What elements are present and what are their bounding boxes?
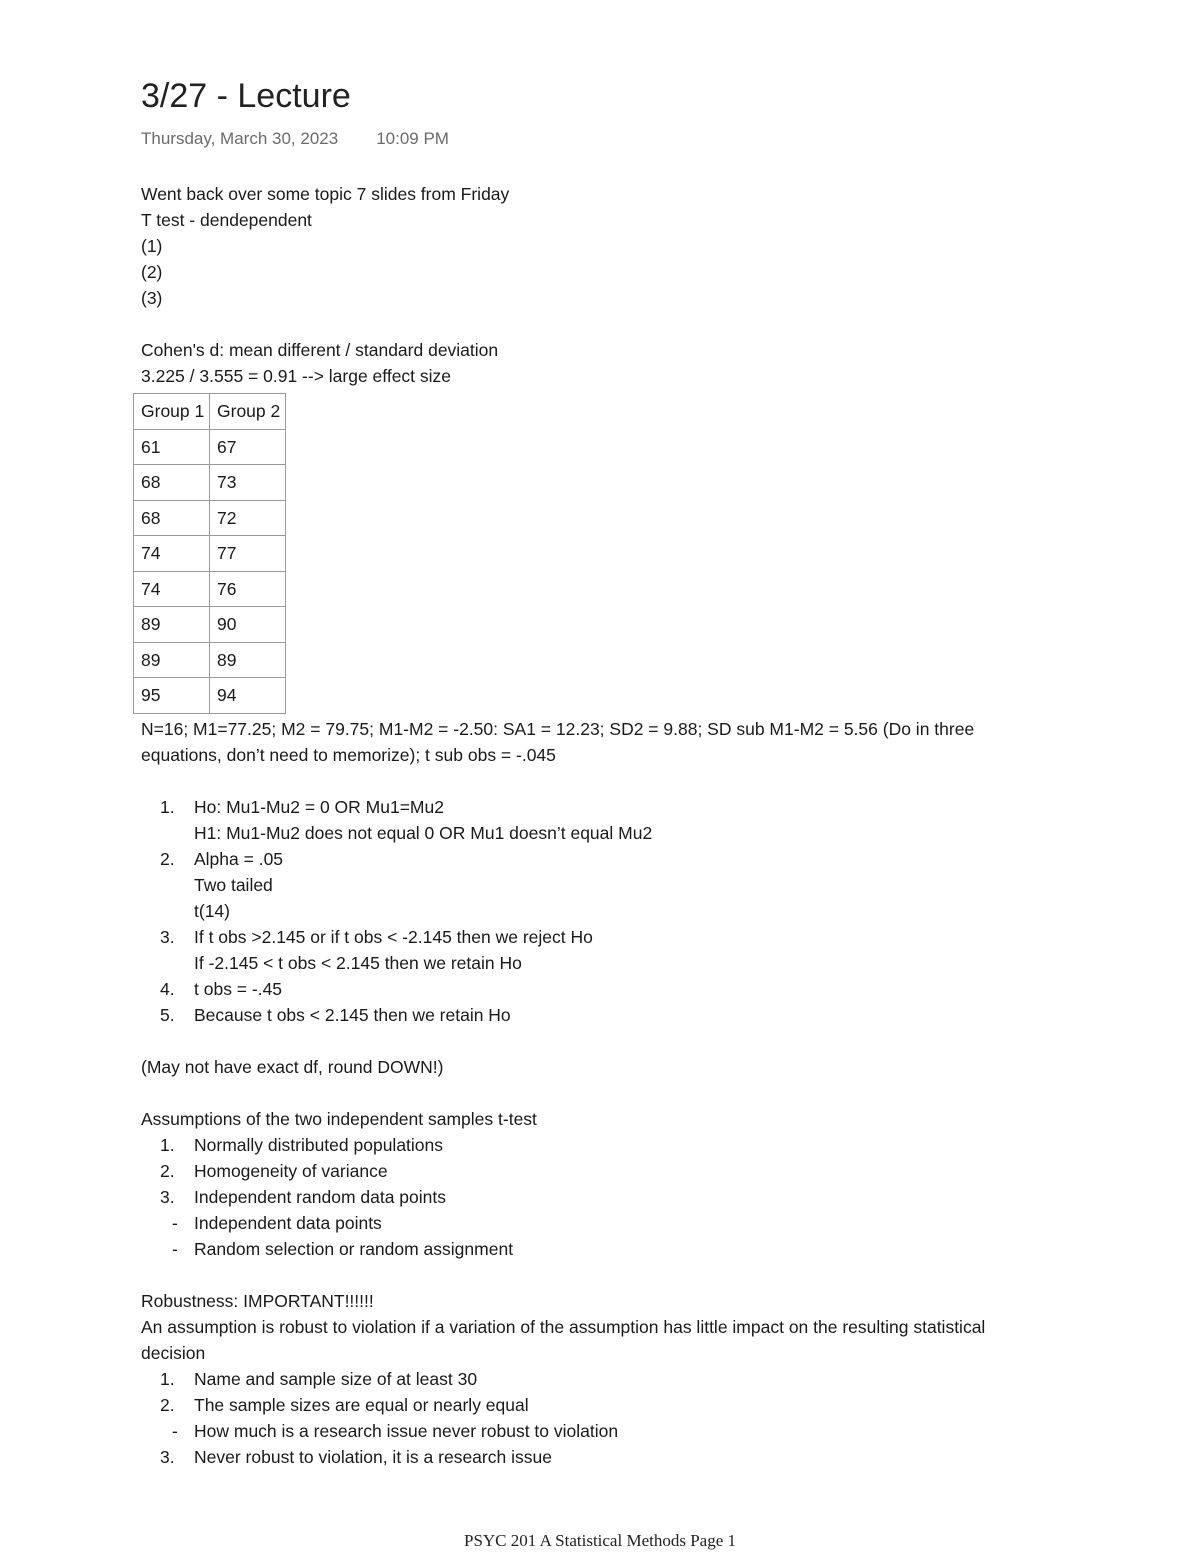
table-row [134,500,286,536]
robustness-definition: An assumption is robust to violation if a variation of the assumption has little impact on the resulting statistical decision [141,1316,986,1363]
table-row [134,571,286,607]
subitem-text: Independent data points [194,1212,382,1233]
list-item [160,1158,1141,1184]
table-cell: 61 [134,429,210,465]
list-number: 1. [160,796,175,817]
table-cell: 68 [134,465,210,501]
table-row [134,429,286,465]
list-number: 3. [160,1186,175,1207]
list-item [160,1132,1141,1158]
list-item [160,1366,1141,1392]
table-row [134,678,286,714]
list-item [160,846,1141,924]
note-body [141,181,1141,1470]
table-cell: 74 [134,571,210,607]
list-number: 3. [160,926,175,947]
table-cell: 90 [210,607,286,643]
list-text: Independent random data points [194,1186,446,1207]
table-row [134,642,286,678]
list-subitem [141,1210,1141,1236]
table-cell: 76 [210,571,286,607]
list-number: 2. [160,848,175,869]
intro-item-3: (3) [141,288,163,308]
robustness-heading: Robustness: IMPORTANT!!!!!! [141,1290,374,1311]
table-cell: 94 [210,678,286,714]
cohen-calculation: 3.225 / 3.555 = 0.91 --> large effect size [141,366,452,386]
dash-bullet: - [172,1238,178,1259]
table-header-cell: Group 1 [134,394,210,430]
table-row [134,536,286,572]
page-date: Thursday, March 30, 2023 [141,129,339,148]
list-item [160,1002,1141,1028]
page-title: 3/27 - Lecture [141,77,351,115]
table-row [134,465,286,501]
step-line: Ho: Mu1-Mu2 = 0 OR Mu1=Mu2 [194,796,444,817]
step-line: If -2.145 < t obs < 2.145 then we retain Ho [194,952,522,973]
subitem-text: Random selection or random assignment [194,1238,514,1259]
list-number: 1. [160,1368,175,1389]
page-time: 10:09 PM [376,129,449,148]
list-subitem [141,1236,1141,1262]
step-line: Alpha = .05 [194,848,284,869]
df-note: (May not have exact df, round DOWN!) [141,1056,444,1077]
table-cell: 89 [134,642,210,678]
list-item [160,1184,1141,1210]
dash-bullet: - [172,1420,178,1441]
list-number: 2. [160,1160,175,1181]
intro-item-1: (1) [141,236,163,256]
table-row [134,607,286,643]
list-number: 5. [160,1004,175,1025]
list-item [160,1392,1141,1418]
step-line: H1: Mu1-Mu2 does not equal 0 OR Mu1 doesn’t equal Mu2 [194,822,653,843]
step-line: t(14) [194,900,230,921]
robustness-list [141,1366,1141,1418]
list-item [160,1444,1141,1470]
hypothesis-steps [141,794,1141,1028]
step-line: Two tailed [194,874,273,895]
list-text: Name and sample size of at least 30 [194,1368,478,1389]
table-cell: 77 [210,536,286,572]
list-subitem [141,1418,1141,1444]
table-cell: 89 [210,642,286,678]
robustness-list-continued [141,1444,1141,1470]
table-header-cell: Group 2 [210,394,286,430]
table-cell: 67 [210,429,286,465]
page-meta [141,128,1141,150]
list-item [160,976,1141,1002]
table-cell: 89 [134,607,210,643]
list-text: Never robust to violation, it is a research issue [194,1446,552,1467]
table-cell: 72 [210,500,286,536]
scores-table [133,393,286,714]
cohen-definition: Cohen's d: mean different / standard deviation [141,340,499,360]
table-header-row [134,394,286,430]
step-line: t obs = -.45 [194,978,283,999]
dash-bullet: - [172,1212,178,1233]
list-number: 4. [160,978,175,999]
list-number: 1. [160,1134,175,1155]
table-cell: 68 [134,500,210,536]
table-cell: 95 [134,678,210,714]
list-item [160,924,1141,976]
intro-item-2: (2) [141,262,163,282]
intro-line-2: T test - dendependent [141,210,312,230]
step-line: Because t obs < 2.145 then we retain Ho [194,1004,511,1025]
list-text: The sample sizes are equal or nearly equal [194,1394,529,1415]
assumptions-heading: Assumptions of the two independent samples t-test [141,1108,537,1129]
subitem-text: How much is a research issue never robust to violation [194,1420,619,1441]
stats-summary: N=16; M1=77.25; M2 = 79.75; M1-M2 = -2.50: SA1 = 12.23; SD2 = 9.88; SD sub M1-M2 = 5.56 (Do in three equations, don’t need to memorize); t sub obs = -.045 [141,718,975,765]
assumptions-list [141,1132,1141,1210]
list-text: Homogeneity of variance [194,1160,388,1181]
intro-line-1: Went back over some topic 7 slides from Friday [141,184,510,204]
list-number: 2. [160,1394,175,1415]
list-text: Normally distributed populations [194,1134,444,1155]
table-cell: 74 [134,536,210,572]
step-line: If t obs >2.145 or if t obs < -2.145 then we reject Ho [194,926,593,947]
note-page [141,74,1141,1470]
page-footer: PSYC 201 A Statistical Methods Page 1 [463,1531,737,1550]
list-number: 3. [160,1446,175,1467]
list-item [160,794,1141,846]
table-cell: 73 [210,465,286,501]
